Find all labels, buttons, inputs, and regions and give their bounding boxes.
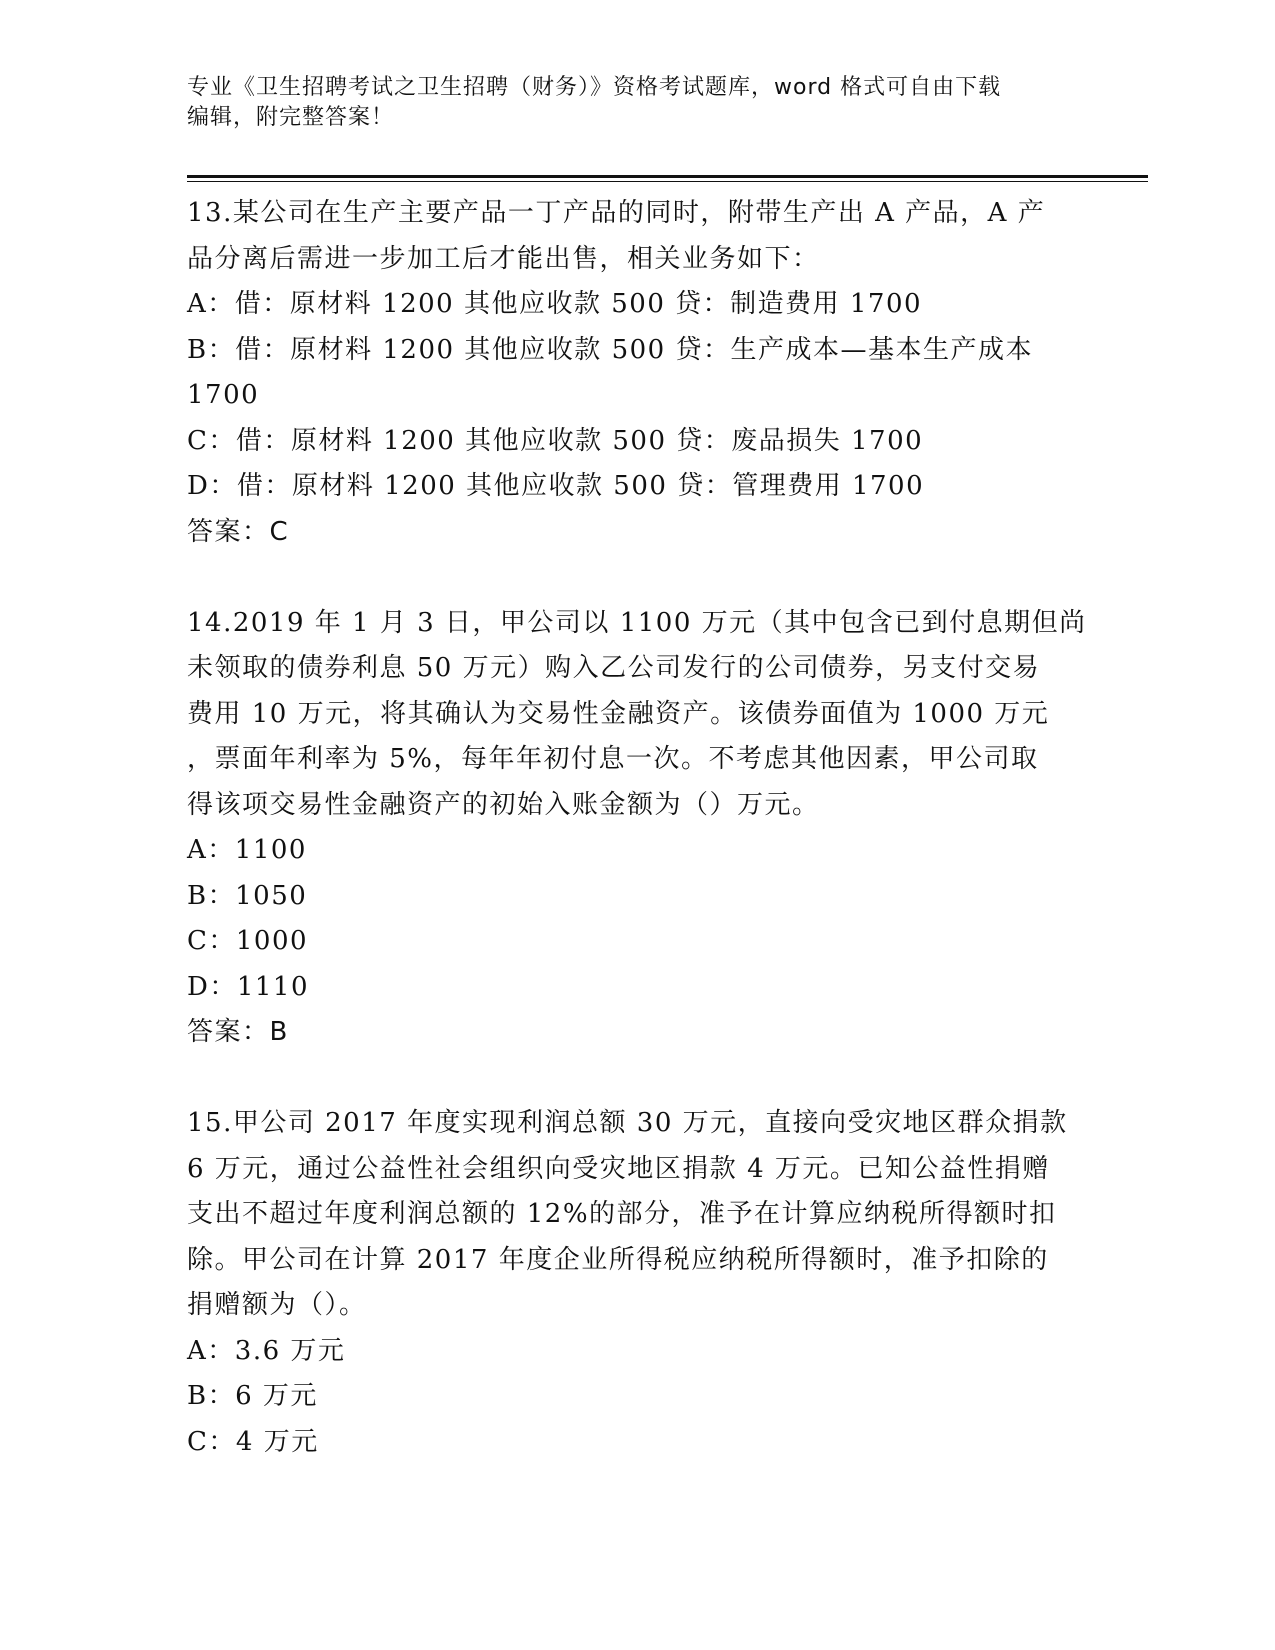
header-divider-thin — [187, 181, 1148, 182]
question-stem-line: ，票面年利率为 5%，每年年初付息一次。不考虑其他因素，甲公司取 — [187, 744, 1039, 774]
option-d: D：1110 — [187, 971, 310, 1002]
question-14 — [187, 601, 1087, 1056]
header-line-2: 编辑，附完整答案！ — [187, 105, 395, 130]
spacer — [187, 555, 1087, 601]
option-b: B：1050 — [187, 880, 308, 911]
header-divider-thick — [187, 175, 1148, 178]
question-stem-line: 15.甲公司 2017 年度实现利润总额 30 万元，直接向受灾地区群众捐款 — [187, 1108, 1068, 1138]
question-stem-line: 除。甲公司在计算 2017 年度企业所得税应纳税所得额时，准予扣除的 — [187, 1244, 1049, 1275]
option-c: C：借：原材料 1200 其他应收款 500 贷：废品损失 1700 — [187, 425, 924, 456]
question-stem-line: 未领取的债券利息 50 万元）购入乙公司发行的公司债券，另支付交易 — [187, 653, 1041, 683]
question-stem-line: 6 万元，通过公益性社会组织向受灾地区捐款 4 万元。已知公益性捐赠 — [187, 1153, 1050, 1184]
answer-line: 答案：C — [187, 516, 290, 547]
option-b: B：6 万元 — [187, 1381, 318, 1411]
option-a: A：1100 — [187, 835, 307, 865]
option-b: B：借：原材料 1200 其他应收款 500 贷：生产成本—基本生产成本 — [187, 334, 1033, 365]
question-stem-line: 费用 10 万元，将其确认为交易性金融资产。该债券面值为 1000 万元 — [187, 698, 1050, 729]
header-line-1: 专业《卫生招聘考试之卫生招聘（财务）》资格考试题库，word 格式可自由下载 — [187, 75, 1002, 100]
question-stem-line: 得该项交易性金融资产的初始入账金额为（）万元。 — [187, 789, 820, 820]
question-stem-line: 13.某公司在生产主要产品一丁产品的同时，附带生产出 A 产品，A 产 — [187, 198, 1046, 228]
question-stem-line: 支出不超过年度利润总额的 12%的部分，准予在计算应纳税所得额时扣 — [187, 1199, 1057, 1229]
question-list — [187, 191, 1087, 1465]
option-b-continued: 1700 — [187, 380, 260, 410]
question-13 — [187, 191, 1087, 555]
option-c: C：1000 — [187, 926, 309, 956]
option-c: C：4 万元 — [187, 1426, 319, 1457]
answer-line: 答案：B — [187, 1017, 289, 1047]
question-stem-line: 品分离后需进一步加工后才能出售，相关业务如下： — [187, 243, 820, 274]
document-header — [187, 73, 1067, 133]
option-d: D：借：原材料 1200 其他应收款 500 贷：管理费用 1700 — [187, 471, 925, 501]
question-stem-line: 14.2019 年 1 月 3 日，甲公司以 1100 万元（其中包含已到付息期但尚 — [187, 607, 1087, 638]
question-stem-line: 捐赠额为（）。 — [187, 1290, 367, 1320]
question-15 — [187, 1101, 1087, 1465]
option-a: A：3.6 万元 — [187, 1335, 346, 1366]
spacer — [187, 1056, 1087, 1102]
option-a: A：借：原材料 1200 其他应收款 500 贷：制造费用 1700 — [187, 289, 923, 319]
